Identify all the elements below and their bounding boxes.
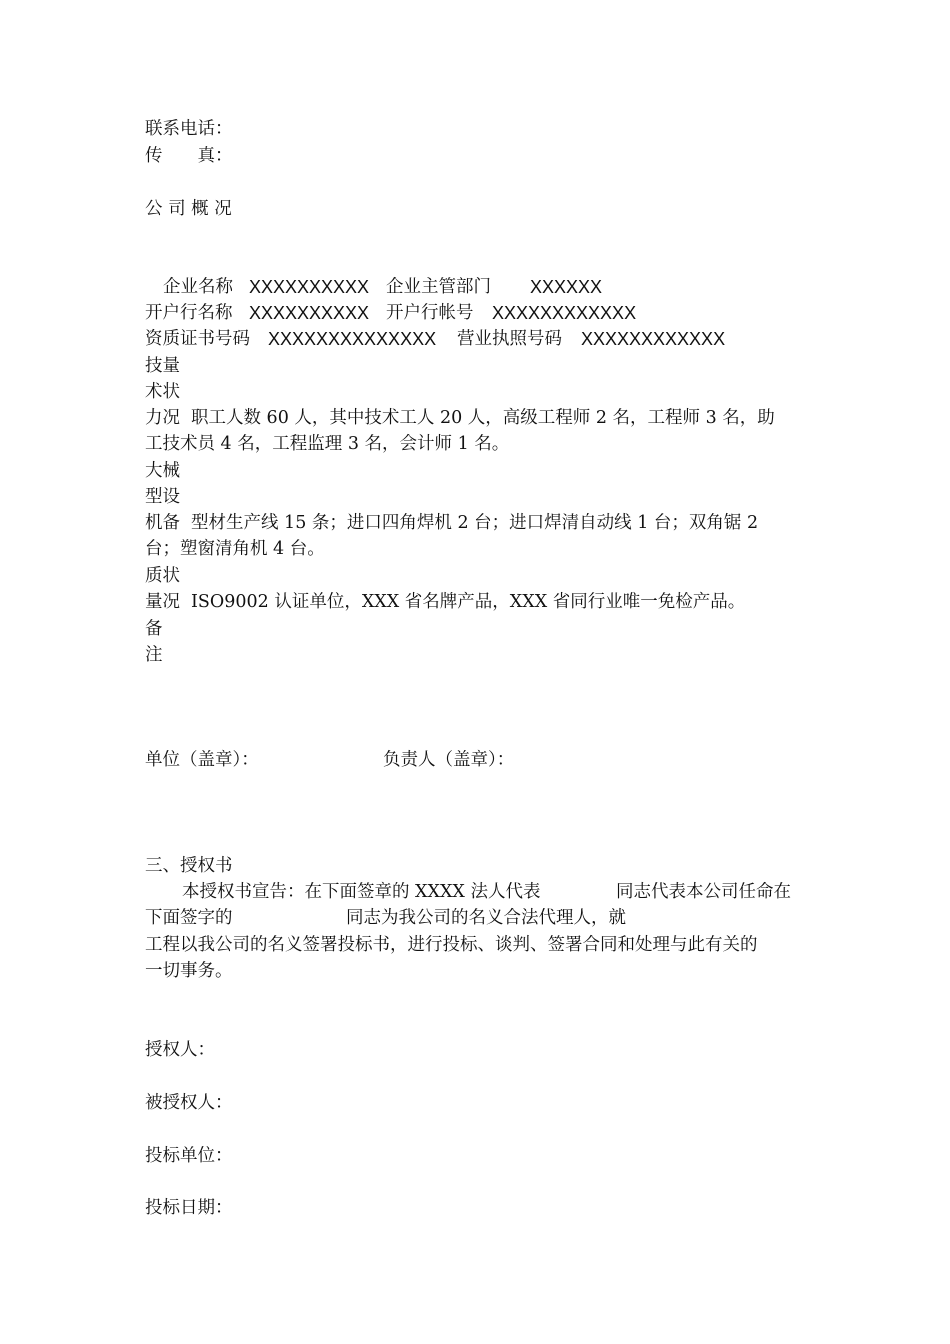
license-value: XXXXXXXXXXXX	[581, 329, 726, 349]
tech-label-3: 力况	[145, 408, 180, 428]
remark-label-2: 注	[145, 645, 163, 665]
authorization-para-2b: 同志为我公司的名义合法代理人，就	[346, 908, 626, 928]
equip-label-1: 大械	[145, 461, 180, 481]
tech-text-2: 工技术员 4 名，工程监理 3 名，会计师 1 名。	[145, 434, 510, 454]
head-seal-label: 负责人（盖章）：	[383, 750, 515, 770]
unit-seal-label: 单位（盖章）：	[145, 750, 259, 770]
bidder-label: 投标单位：	[145, 1146, 233, 1166]
authorization-para-3: 工程以我公司的名义签署投标书，进行投标、谈判、签署合同和处理与此有关的	[145, 935, 758, 955]
company-name-value: XXXXXXXXXX	[249, 277, 370, 297]
authorization-para-1b: 同志代表本公司任命在	[616, 882, 791, 902]
cert-value: XXXXXXXXXXXXXX	[268, 329, 437, 349]
phone-label: 联系电话：	[145, 119, 233, 139]
overview-title: 公 司 概 况	[145, 199, 232, 219]
equip-text-1: 型材生产线 15 条；进口四角焊机 2 台；进口焊清自动线 1 台；双角锯 2	[191, 513, 759, 533]
authorization-heading: 三、授权书	[145, 856, 233, 876]
grantor-label: 授权人：	[145, 1040, 215, 1060]
dept-value: XXXXXX	[530, 277, 603, 297]
license-label: 营业执照号码	[457, 329, 562, 349]
bank-name-value: XXXXXXXXXX	[249, 303, 370, 323]
equip-text-2: 台；塑窗清角机 4 台。	[145, 539, 325, 559]
equip-label-3: 机备	[145, 513, 180, 533]
quality-label-2: 量况	[145, 592, 180, 612]
company-name-label: 企业名称	[163, 277, 233, 297]
authorization-para-2a: 下面签字的	[145, 908, 233, 928]
fax-label: 传 真：	[145, 146, 233, 166]
quality-label-1: 质状	[145, 566, 180, 586]
authorization-para-1a: 本授权书宣告：在下面签章的 XXXX 法人代表	[182, 882, 541, 902]
grantee-label: 被授权人：	[145, 1093, 233, 1113]
bid-date-label: 投标日期：	[145, 1198, 233, 1218]
company-name-row	[163, 276, 233, 298]
tech-text-1: 职工人数 60 人，其中技术工人 20 人，高级工程师 2 名，工程师 3 名，助	[191, 408, 775, 428]
tech-label-1: 技量	[145, 356, 180, 376]
dept-label: 企业主管部门	[386, 277, 491, 297]
bank-name-label: 开户行名称	[145, 303, 233, 323]
remark-label-1: 备	[145, 619, 163, 639]
cert-label: 资质证书号码	[145, 329, 250, 349]
bank-account-label: 开户行帐号	[386, 303, 474, 323]
quality-text: ISO9002 认证单位，XXX 省名牌产品，XXX 省同行业唯一免检产品。	[191, 592, 746, 612]
tech-label-2: 术状	[145, 382, 180, 402]
bank-account-value: XXXXXXXXXXXX	[492, 303, 637, 323]
equip-label-2: 型设	[145, 487, 180, 507]
authorization-para-4: 一切事务。	[145, 961, 233, 981]
